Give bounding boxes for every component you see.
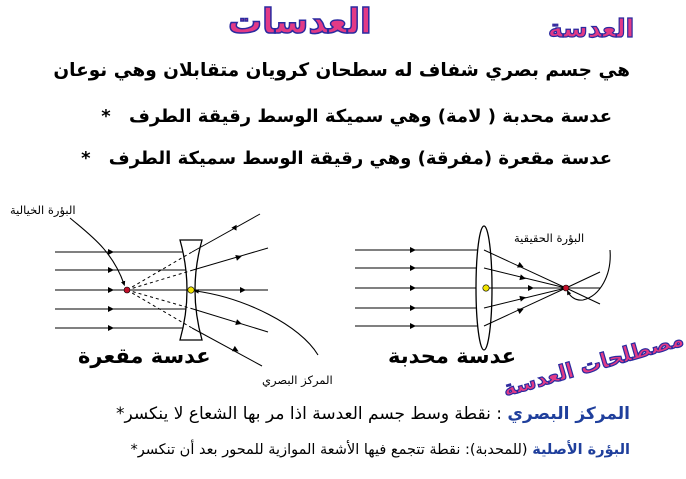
term-name: المركز البصري [507,404,630,424]
virtual-focus-label: البؤرة الخيالية [10,203,76,217]
main-title: العدسات [228,2,372,42]
bullet-star: * [130,442,138,458]
real-focus-label: البؤرة الحقيقية [514,231,585,245]
concave-type-text: عدسة مقعرة (مفرقة) وهي رقيقة الوسط سميكة الطرف [108,148,612,169]
refracted-ray [484,288,566,326]
virtual-ray [127,270,193,290]
optical-center-point [188,287,194,293]
refracted-ray [193,309,268,332]
lens-definition: هي جسم بصري شفاف له سطحان كرويان متقابلان وهي نوعان [53,60,630,81]
convex-lens-name: عدسة محدبة [388,344,517,368]
bullet-star: * [81,148,91,169]
virtual-ray [127,290,193,309]
bullet-star: * [116,404,125,424]
center-pointer [196,291,318,355]
term-optical-center [116,404,630,424]
optical-center-point [483,285,489,291]
ray-arrows [231,225,246,354]
term-separator: : [490,404,508,424]
term-definition: (للمحدبة): نقطة تتجمع فيها الأشعة الموازية للمحور بعد أن تنكسر [137,442,528,458]
refracted-ray [193,248,268,270]
refracted-ray [566,272,600,288]
ray-arrows [410,247,416,329]
convex-type-text: عدسة محدبة ( لامة) وهي سميكة الوسط رقيقة الطرف [128,106,612,127]
virtual-ray [127,252,192,290]
focus-pointer [568,250,610,300]
virtual-focus-point [124,287,130,293]
concave-lens-name: عدسة مقعرة [78,344,211,368]
term-name: البؤرة الأصلية [532,442,630,458]
optical-center-label: المركز البصري [262,373,333,387]
focus-pointer [70,218,124,284]
real-focus-point [563,285,569,291]
side-title: العدسة [548,14,635,43]
term-principal-focus [130,442,630,458]
refracted-ray [192,214,260,252]
terms-side-title: مصطلحات العدسة [500,326,686,402]
term-definition: نقطة وسط جسم العدسة اذا مر بها الشعاع لا ينكسر [124,404,491,424]
refracted-ray [484,250,566,288]
bullet-star: * [101,106,111,127]
